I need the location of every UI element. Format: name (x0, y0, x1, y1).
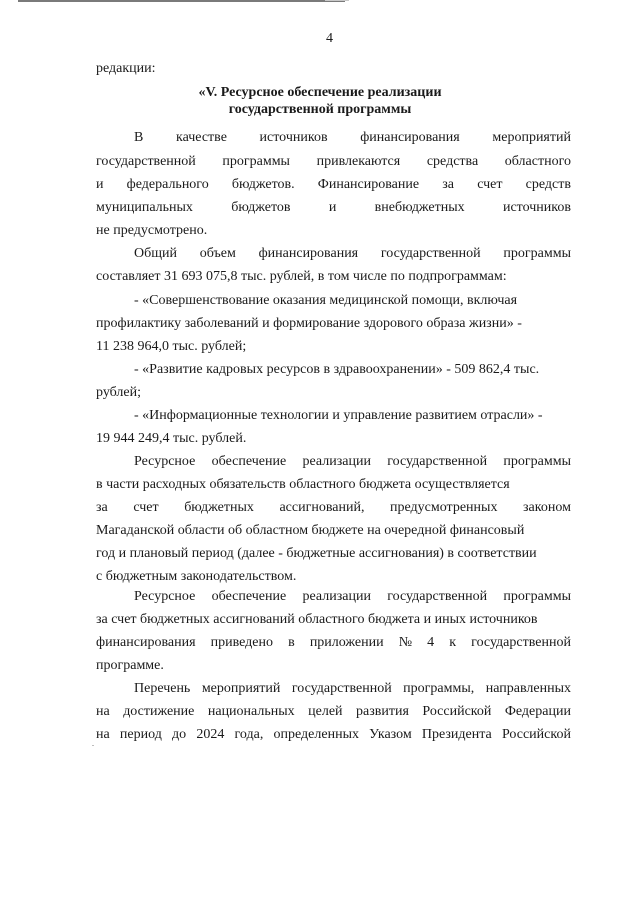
text-line-justified (96, 176, 571, 193)
word: приведено (210, 635, 273, 650)
word: Общий (134, 246, 177, 261)
word: в (288, 635, 295, 650)
text-line-justified (96, 634, 571, 651)
word: программы (503, 589, 571, 604)
text-line: редакции: (96, 61, 156, 76)
word: финансирования (96, 635, 196, 650)
text-line: год и плановый период (далее - бюджетные ассигнования) в соответствии (96, 546, 537, 561)
word: качестве (175, 130, 227, 145)
word: бюджетных (184, 500, 254, 515)
word: программы (503, 246, 571, 261)
scan-edge-line-faint (325, 0, 349, 1)
word: 2024 (196, 727, 225, 742)
word: государственной (291, 681, 392, 696)
word: средства (426, 154, 479, 169)
word: программы (222, 154, 290, 169)
text-line-justified (134, 245, 571, 262)
text-line-justified (96, 703, 571, 720)
word: Ресурсное (134, 589, 196, 604)
word: Перечень (134, 681, 191, 696)
word: и (96, 177, 104, 192)
word: Президента (421, 727, 492, 742)
word: развития (356, 704, 409, 719)
text-line-justified (134, 680, 571, 697)
word: В (134, 130, 144, 145)
page-number: 4 (326, 31, 333, 46)
word: Российской (422, 704, 492, 719)
scan-edge-line (18, 0, 345, 2)
text-line: Магаданской области об областном бюджете на очередной финансовый (96, 523, 525, 538)
text-line-justified (96, 199, 571, 216)
word: финансирования (258, 246, 359, 261)
word: № (398, 635, 413, 650)
text-line-justified (96, 499, 571, 516)
word: 4 (427, 635, 435, 650)
word: привлекаются (316, 154, 401, 169)
word: источников (502, 200, 571, 215)
word: на (96, 727, 110, 742)
word: государственной (380, 246, 481, 261)
text-line-justified (96, 153, 571, 170)
word: реализации (302, 454, 371, 469)
word: на (96, 704, 110, 719)
word: финансирования (360, 130, 460, 145)
word: ассигнований, (279, 500, 365, 515)
scan-speck (92, 745, 94, 746)
word: Федерации (504, 704, 571, 719)
text-line: - «Информационные технологии и управление развитием отрасли» - (134, 408, 543, 423)
word: реализации (302, 589, 371, 604)
text-line: за счет бюджетных ассигнований областного бюджета и иных источников (96, 612, 538, 627)
text-line: программе. (96, 658, 164, 673)
word: мероприятий (492, 130, 571, 145)
word: целей (308, 704, 343, 719)
word: муниципальных (96, 200, 193, 215)
text-line: рублей; (96, 385, 141, 400)
word: приложении (309, 635, 384, 650)
text-line-justified (134, 453, 571, 470)
word: обеспечение (211, 454, 287, 469)
word: Российской (501, 727, 571, 742)
word: внебюджетных (374, 200, 465, 215)
word: бюджетов. (231, 177, 295, 192)
word: за (96, 500, 108, 515)
text-line-justified (96, 726, 571, 743)
word: Ресурсное (134, 454, 196, 469)
text-line: - «Совершенствование оказания медицинской помощи, включая (134, 293, 518, 308)
word: и (328, 200, 337, 215)
word: национальных (207, 704, 295, 719)
word: областного (504, 154, 571, 169)
section-heading: государственной программы (228, 102, 412, 117)
text-line: с бюджетным законодательством. (96, 569, 297, 584)
text-line: в части расходных обязательств областного бюджета осуществляется (96, 477, 510, 492)
word: счет (133, 500, 159, 515)
section-heading: «V. Ресурсное обеспечение реализации (198, 85, 442, 100)
word: года, (234, 727, 264, 742)
word: Указом (369, 727, 412, 742)
word: государственной (387, 589, 488, 604)
word: до (172, 727, 187, 742)
word: достижение (123, 704, 195, 719)
word: направленных (485, 681, 571, 696)
word: обеспечение (211, 589, 287, 604)
text-line: профилактику заболеваний и формирование здорового образа жизни» - (96, 316, 522, 331)
word: федерального (126, 177, 209, 192)
text-line: 11 238 964,0 тыс. рублей; (96, 339, 247, 354)
word: государственной (387, 454, 488, 469)
text-line: - «Развитие кадровых ресурсов в здравоохранении» - 509 862,4 тыс. (134, 362, 540, 377)
word: период (119, 727, 162, 742)
text-line: составляет 31 693 075,8 тыс. рублей, в том числе по подпрограммам: (96, 269, 507, 284)
word: средств (525, 177, 571, 192)
word: к (449, 635, 457, 650)
word: государственной (96, 154, 196, 169)
word: источников (259, 130, 328, 145)
text-line-justified (134, 588, 571, 605)
word: программы (503, 454, 571, 469)
word: Финансирование (317, 177, 420, 192)
word: за (442, 177, 455, 192)
word: объем (199, 246, 236, 261)
word: государственной (471, 635, 571, 650)
word: программы, (403, 681, 475, 696)
word: законом (523, 500, 571, 515)
word: предусмотренных (390, 500, 498, 515)
text-line-justified (134, 129, 571, 146)
text-line: 19 944 249,4 тыс. рублей. (96, 431, 247, 446)
text-line: не предусмотрено. (96, 223, 208, 238)
word: счет (477, 177, 503, 192)
word: определенных (273, 727, 359, 742)
word: бюджетов (231, 200, 291, 215)
word: мероприятий (201, 681, 281, 696)
